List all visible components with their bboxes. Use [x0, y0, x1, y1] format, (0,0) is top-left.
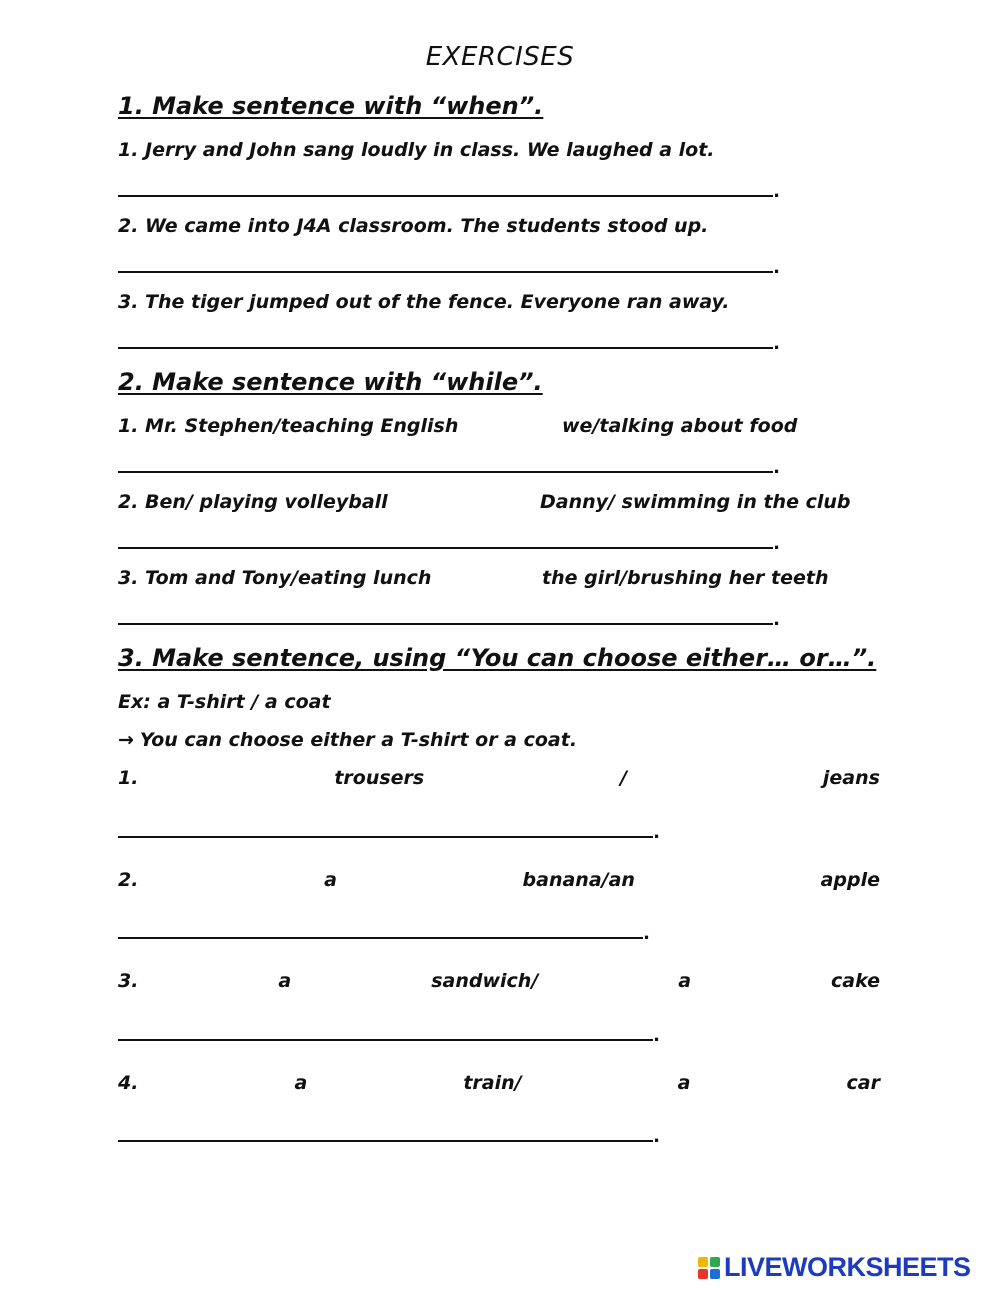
item-word: a — [294, 1072, 308, 1094]
answer-line-3-4[interactable] — [118, 1140, 653, 1142]
liveworksheets-logo — [698, 1252, 971, 1283]
answer-input-3-1[interactable] — [118, 804, 657, 834]
section-2-item-3-left: 3. Tom and Tony/eating lunch — [118, 567, 432, 589]
section-2-item-2-left: 2. Ben/ playing volleyball — [118, 491, 388, 513]
answer-line-2-2[interactable] — [118, 547, 773, 549]
item-word: train/ — [463, 1072, 522, 1094]
section-1-heading: 1. Make sentence with “when”. — [118, 92, 544, 120]
answer-line-2-3[interactable] — [118, 623, 773, 625]
answer-input-2-2[interactable] — [118, 515, 777, 545]
example-answer-text: You can choose either a T-shirt or a coat. — [139, 729, 578, 751]
item-word: a — [324, 869, 337, 891]
answer-line-1-3[interactable] — [118, 347, 773, 349]
logo-block — [698, 1269, 708, 1279]
answer-input-2-1[interactable] — [118, 439, 777, 469]
answer-line-3-1[interactable] — [118, 836, 653, 838]
item-word: jeans — [822, 767, 880, 789]
section-2-item-3-right: the girl/brushing her teeth — [542, 567, 829, 589]
item-word: banana/an — [522, 869, 635, 891]
section-2-heading: 2. Make sentence with “while”. — [118, 368, 543, 396]
item-word: cake — [831, 970, 880, 992]
item-word: a — [278, 970, 292, 992]
answer-input-1-3[interactable] — [118, 315, 777, 345]
section-3-item-4 — [118, 1072, 880, 1094]
answer-line-1-1[interactable] — [118, 195, 773, 197]
logo-block — [710, 1269, 720, 1279]
answer-input-1-1[interactable] — [118, 163, 777, 193]
section-1-item-1: 1. Jerry and John sang loudly in class. We laughed a lot. — [118, 139, 715, 161]
answer-input-3-2[interactable] — [118, 905, 647, 935]
section-1-item-2: 2. We came into J4A classroom. The students stood up. — [118, 215, 709, 237]
section-2-item-1-left: 1. Mr. Stephen/teaching English — [118, 415, 459, 437]
item-word: 3. — [118, 970, 139, 992]
item-word: a — [678, 970, 692, 992]
item-word: a — [677, 1072, 691, 1094]
example-answer — [118, 729, 577, 751]
arrow-icon: → — [118, 729, 134, 751]
logo-text: LIVEWORKSHEETS — [724, 1252, 971, 1282]
item-word: 1. — [118, 767, 139, 789]
item-word: sandwich/ — [431, 970, 539, 992]
answer-line-3-3[interactable] — [118, 1039, 653, 1041]
answer-line-2-1[interactable] — [118, 471, 773, 473]
section-1-item-3: 3. The tiger jumped out of the fence. Everyone ran away. — [118, 291, 730, 313]
section-3-item-3 — [118, 970, 880, 992]
answer-input-1-2[interactable] — [118, 239, 777, 269]
item-word: trousers — [334, 767, 425, 789]
section-3-heading: 3. Make sentence, using “You can choose either… or…”. — [118, 644, 877, 672]
answer-line-1-2[interactable] — [118, 271, 773, 273]
item-word: apple — [820, 869, 880, 891]
answer-line-3-2[interactable] — [118, 937, 643, 939]
section-2-item-1-right: we/talking about food — [562, 415, 798, 437]
logo-icon — [698, 1257, 720, 1279]
section-2-item-2-right: Danny/ swimming in the club — [540, 491, 851, 513]
page-title: EXERCISES — [425, 42, 575, 72]
example-prompt: Ex: a T-shirt / a coat — [118, 691, 331, 713]
answer-input-3-3[interactable] — [118, 1007, 657, 1037]
item-word: 4. — [118, 1072, 139, 1094]
answer-input-2-3[interactable] — [118, 591, 777, 621]
section-3-item-2 — [118, 869, 880, 891]
item-word: car — [846, 1072, 880, 1094]
item-word: 2. — [118, 869, 139, 891]
item-word: / — [620, 767, 628, 789]
logo-block — [698, 1257, 708, 1267]
answer-input-3-4[interactable] — [118, 1108, 657, 1138]
section-3-item-1 — [118, 767, 880, 789]
logo-block — [710, 1257, 720, 1267]
